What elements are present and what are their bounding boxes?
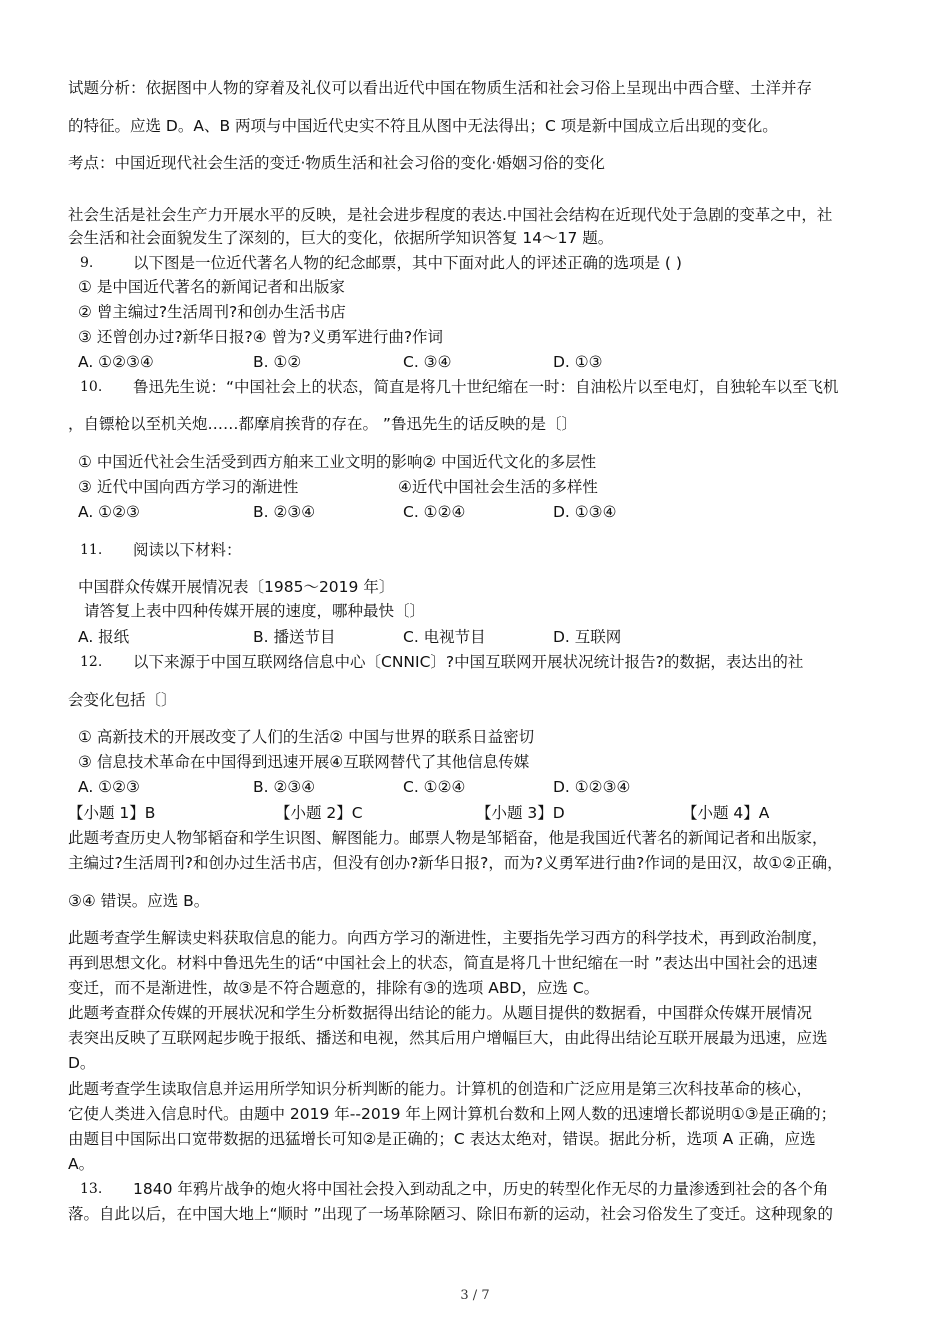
intro-line-1: 社会生活是社会生产力开展水平的反映，是社会进步程度的表达.中国社会结构在近现代处于急剧的变革之中，社 [68,206,833,224]
explanation-line: 主编过?生活周刊?和创办过生活书店，但没有创办?新华日报?，而为?义勇军进行曲?作词的是田汉，故①②正确， [68,854,843,872]
explanation-line: A。 [68,1155,95,1173]
explanation-line: 表突出反映了互联网起步晚于报纸、播送和电视，然其后用户增幅巨大，由此得出结论互联开展最为迅速，应选 [68,1029,828,1047]
q9-option-b: B. ①② [253,353,302,371]
q9-item-3: ③ 还曾创办过?新华日报?④ 曾为?义勇军进行曲?作词 [78,328,444,346]
answer-4: 【小题 4】A [682,804,770,822]
q10-option-d: D. ①③④ [553,503,617,521]
q12-item-1: ① 高新技术的开展改变了人们的生活② 中国与世界的联系日益密切 [78,728,535,746]
analysis-line-1: 试题分析：依据图中人物的穿着及礼仪可以看出近代中国在物质生活和社会习俗上呈现出中西合壁、土洋并存 [68,79,813,97]
q11-stem: 阅读以下材料： [133,541,242,559]
q10-item-2: ③ 近代中国向西方学习的渐进性 [78,478,299,496]
q10-item-3: ④近代中国社会生活的多样性 [398,478,598,496]
q11-option-c: C. 电视节目 [403,628,486,646]
q12-option-a: A. ①②③ [78,778,140,796]
q10-item-1: ① 中国近代社会生活受到西方舶来工业文明的影响② 中国近代文化的多层性 [78,453,597,471]
q10-stem: 鲁迅先生说：“中国社会上的状态，简直是将几十世纪缩在一时：自油松片以至电灯，自独轮车以至飞机 [133,378,839,396]
q12-stem-cont: 会变化包括〔〕 [68,691,177,709]
q9-option-a: A. ①②③④ [78,353,154,371]
q12-item-2: ③ 信息技术革命在中国得到迅速开展④互联网替代了其他信息传媒 [78,753,530,771]
answer-3: 【小题 3】D [476,804,565,822]
q10-number: 10. [80,379,103,395]
q13-stem: 1840 年鸦片战争的炮火将中国社会投入到动乱之中，历史的转型化作无尽的力量渗透到社会的各个角 [133,1180,829,1198]
explanation-line: ③④ 错误。应选 B。 [68,892,210,910]
explanation-line: 由题目中国际出口宽带数据的迅猛增长可知②是正确的；C 表达太绝对，错误。据此分析，选项 A 正确，应选 [68,1130,816,1148]
q10-option-c: C. ①②④ [403,503,466,521]
explanation-line: 此题考查历史人物邹韬奋和学生识图、解图能力。邮票人物是邹韬奋，他是我国近代著名的新闻记者和出版家， [68,829,828,847]
q11-option-b: B. 播送节目 [253,628,336,646]
analysis-line-2: 的特征。应选 D。A、B 两项与中国近代史实不符且从图中无法得出；C 项是新中国成立后出现的变化。 [68,117,778,135]
q11-option-a: A. 报纸 [78,628,130,646]
q11-table-title: 中国群众传媒开展情况表〔1985～2019 年〕 [78,578,395,596]
q13-stem-cont: 落。自此以后，在中国大地上“顺时 ”出现了一场革除陋习、除旧布新的运动，社会习俗发生了变迁。这种现象的 [68,1205,833,1223]
q10-stem-cont: ，自镖枪以至机关炮……都摩肩挨背的存在。 ”鲁迅先生的话反映的是〔〕 [68,415,577,433]
explanation-line: 变迁，而不是渐进性，故③是不符合题意的，排除有③的选项 ABD，应选 C。 [68,979,600,997]
q13-number: 13. [80,1181,103,1197]
page-number: 3 / 7 [460,1288,490,1303]
answer-2: 【小题 2】C [275,804,363,822]
explanation-line: 此题考查群众传媒的开展状况和学生分析数据得出结论的能力。从题目提供的数据看，中国群众传媒开展情况 [68,1004,813,1022]
q12-option-b: B. ②③④ [253,778,316,796]
q9-item-2: ② 曾主编过?生活周刊?和创办生活书店 [78,303,346,321]
q12-option-d: D. ①②③④ [553,778,631,796]
q12-option-c: C. ①②④ [403,778,466,796]
explanation-line: D。 [68,1054,96,1072]
q11-ask: 请答复上表中四种传媒开展的速度，哪种最快〔〕 [84,602,426,620]
q9-stem: 以下图是一位近代著名人物的纪念邮票，其中下面对此人的评述正确的选项是 ( ) [133,254,682,272]
q9-item-1: ① 是中国近代著名的新闻记者和出版家 [78,278,345,296]
answer-1: 【小题 1】B [68,804,156,822]
q9-option-c: C. ③④ [403,353,452,371]
q9-option-d: D. ①③ [553,353,603,371]
explanation-line: 此题考查学生解读史料获取信息的能力。向西方学习的渐进性，主要指先学习西方的科学技术，再到政治制度， [68,929,828,947]
q9-number: 9. [80,255,94,271]
explanation-line: 再到思想文化。材料中鲁迅先生的话“中国社会上的状态，简直是将几十世纪缩在一时 ”表达出中国社会的迅速 [68,954,818,972]
q11-option-d: D. 互联网 [553,628,622,646]
analysis-line-3: 考点：中国近现代社会生活的变迁·物质生活和社会习俗的变化·婚姻习俗的变化 [68,154,605,172]
q10-option-b: B. ②③④ [253,503,316,521]
q11-number: 11. [80,542,103,558]
q12-stem: 以下来源于中国互联网络信息中心〔CNNIC〕?中国互联网开展状况统计报告?的数据，表达出的社 [133,653,804,671]
explanation-line: 它使人类进入信息时代。由题中 2019 年--2019 年上网计算机台数和上网人数的迅速增长都说明①③是正确的； [68,1105,837,1123]
q12-number: 12. [80,654,103,670]
explanation-line: 此题考查学生读取信息并运用所学知识分析判断的能力。计算机的创造和广泛应用是第三次科技革命的核心， [68,1080,813,1098]
q10-option-a: A. ①②③ [78,503,140,521]
intro-line-2: 会生活和社会面貌发生了深刻的，巨大的变化，依据所学知识答复 14～17 题。 [68,229,614,247]
